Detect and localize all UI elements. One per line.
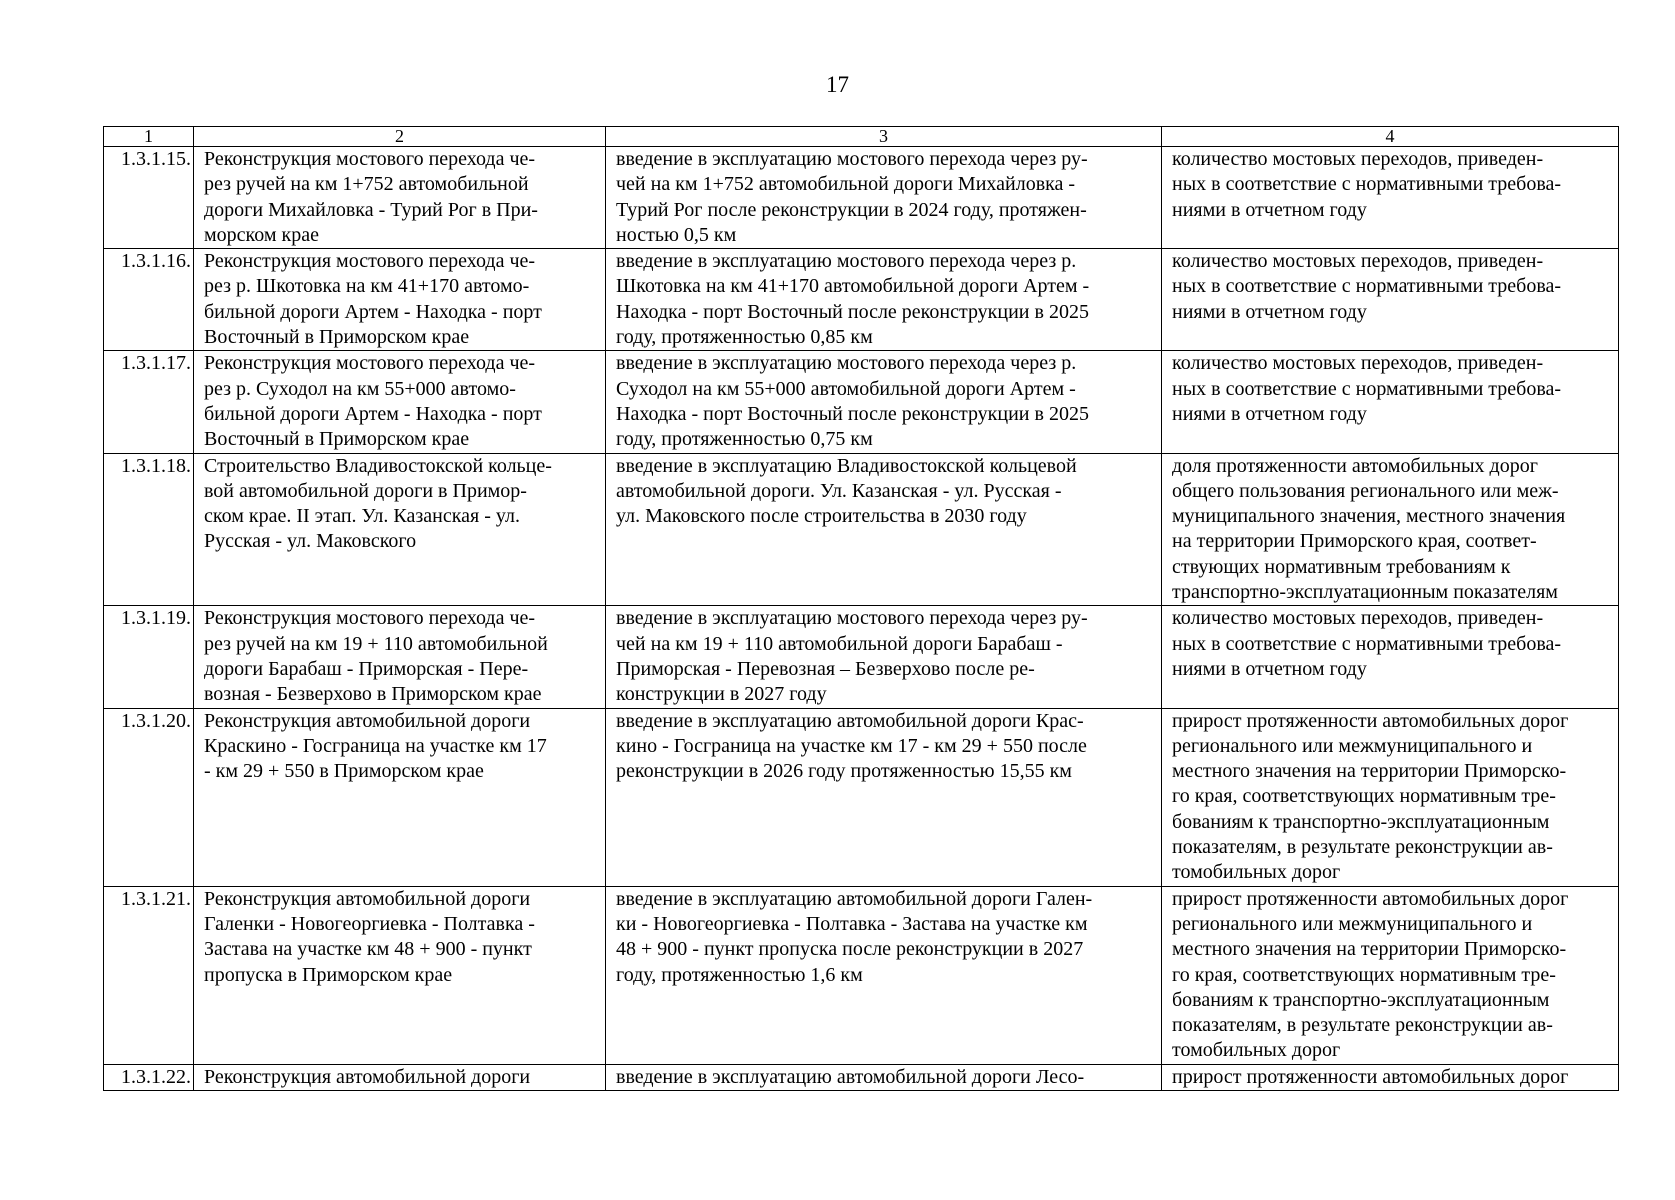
measure-name: Реконструкция мостового перехода че- рез р. Суходол на км 55+000 автомо- бильной дороги Артем - Находка - порт Восточный в Приморском крае (194, 351, 606, 453)
row-number: 1.3.1.19. (104, 606, 194, 708)
expected-result: введение в эксплуатацию Владивостокской кольцевой автомобильной дороги. Ул. Казанская - ул. Русская - ул. Маковского после строительства в 2030 году (606, 453, 1162, 606)
measure-name: Реконструкция автомобильной дороги (194, 1064, 606, 1090)
table-row (104, 606, 1619, 708)
table-row (104, 1064, 1619, 1090)
table-row (104, 249, 1619, 351)
expected-result: введение в эксплуатацию мостового перехода через ру- чей на км 1+752 автомобильной дороги Михайловка - Турий Рог после реконструкции в 2024 году, протяжен- ностью 0,5 км (606, 147, 1162, 249)
indicator: доля протяженности автомобильных дорог общего пользования регионального или меж- муниципального значения, местного значения на территории Приморского края, соответ- ствующих нормативным требованиям к транспортно-эксплуатационным показателям (1162, 453, 1619, 606)
row-number: 1.3.1.16. (104, 249, 194, 351)
indicator: количество мостовых переходов, приведен- ных в соответствие с нормативными требова- ниями в отчетном году (1162, 249, 1619, 351)
row-number: 1.3.1.21. (104, 886, 194, 1064)
table-row (104, 147, 1619, 249)
row-number: 1.3.1.15. (104, 147, 194, 249)
table-row (104, 453, 1619, 606)
expected-result: введение в эксплуатацию мостового перехода через р. Суходол на км 55+000 автомобильной дороги Артем - Находка - порт Восточный после реконструкции в 2025 году, протяженностью 0,75 км (606, 351, 1162, 453)
row-number: 1.3.1.20. (104, 708, 194, 886)
measures-table (103, 126, 1619, 1091)
measure-name: Реконструкция мостового перехода че- рез ручей на км 19 + 110 автомобильной дороги Барабаш - Приморская - Пере- возная - Безверхово в Приморском крае (194, 606, 606, 708)
expected-result: введение в эксплуатацию автомобильной дороги Крас- кино - Госграница на участке км 17 - км 29 + 550 после реконструкции в 2026 году протяженностью 15,55 км (606, 708, 1162, 886)
indicator: количество мостовых переходов, приведен- ных в соответствие с нормативными требова- ниями в отчетном году (1162, 147, 1619, 249)
measure-name: Строительство Владивостокской кольце- вой автомобильной дороги в Примор- ском крае. II этап. Ул. Казанская - ул. Русская - ул. Маковского (194, 453, 606, 606)
expected-result: введение в эксплуатацию мостового перехода через р. Шкотовка на км 41+170 автомобильной дороги Артем - Находка - порт Восточный после реконструкции в 2025 году, протяженностью 0,85 км (606, 249, 1162, 351)
indicator: прирост протяженности автомобильных дорог регионального или межмуниципального и местного значения на территории Приморско- го края, соответствующих нормативным тре- бованиям к транспортно-эксплуатационным показателям, в результате реконструкции ав- томобильных дорог (1162, 886, 1619, 1064)
header-row (104, 127, 1619, 147)
indicator: количество мостовых переходов, приведен- ных в соответствие с нормативными требова- ниями в отчетном году (1162, 606, 1619, 708)
indicator: прирост протяженности автомобильных дорог (1162, 1064, 1619, 1090)
column-header-4: 4 (1162, 127, 1619, 147)
measure-name: Реконструкция мостового перехода че- рез ручей на км 1+752 автомобильной дороги Михайловка - Турий Рог в При- морском крае (194, 147, 606, 249)
measure-name: Реконструкция автомобильной дороги Краскино - Госграница на участке км 17 - км 29 + 550 в Приморском крае (194, 708, 606, 886)
indicator: прирост протяженности автомобильных дорог регионального или межмуниципального и местного значения на территории Приморско- го края, соответствующих нормативным тре- бованиям к транспортно-эксплуатационным показателям, в результате реконструкции ав- томобильных дорог (1162, 708, 1619, 886)
table-row (104, 351, 1619, 453)
row-number: 1.3.1.17. (104, 351, 194, 453)
table-row (104, 708, 1619, 886)
row-number: 1.3.1.22. (104, 1064, 194, 1090)
measure-name: Реконструкция мостового перехода че- рез р. Шкотовка на км 41+170 автомо- бильной дороги Артем - Находка - порт Восточный в Приморском крае (194, 249, 606, 351)
column-header-1: 1 (104, 127, 194, 147)
expected-result: введение в эксплуатацию автомобильной дороги Лесо- (606, 1064, 1162, 1090)
column-header-3: 3 (606, 127, 1162, 147)
column-header-2: 2 (194, 127, 606, 147)
page-number: 17 (826, 72, 849, 97)
measure-name: Реконструкция автомобильной дороги Галенки - Новогеоргиевка - Полтавка - Застава на участке км 48 + 900 - пункт пропуска в Приморском крае (194, 886, 606, 1064)
table-row (104, 886, 1619, 1064)
expected-result: введение в эксплуатацию автомобильной дороги Гален- ки - Новогеоргиевка - Полтавка - Застава на участке км 48 + 900 - пункт пропуска после реконструкции в 2027 году, протяженностью 1,6 км (606, 886, 1162, 1064)
expected-result: введение в эксплуатацию мостового перехода через ру- чей на км 19 + 110 автомобильной дороги Барабаш - Приморская - Перевозная – Безверхово после ре- конструкции в 2027 году (606, 606, 1162, 708)
row-number: 1.3.1.18. (104, 453, 194, 606)
indicator: количество мостовых переходов, приведен- ных в соответствие с нормативными требова- ниями в отчетном году (1162, 351, 1619, 453)
